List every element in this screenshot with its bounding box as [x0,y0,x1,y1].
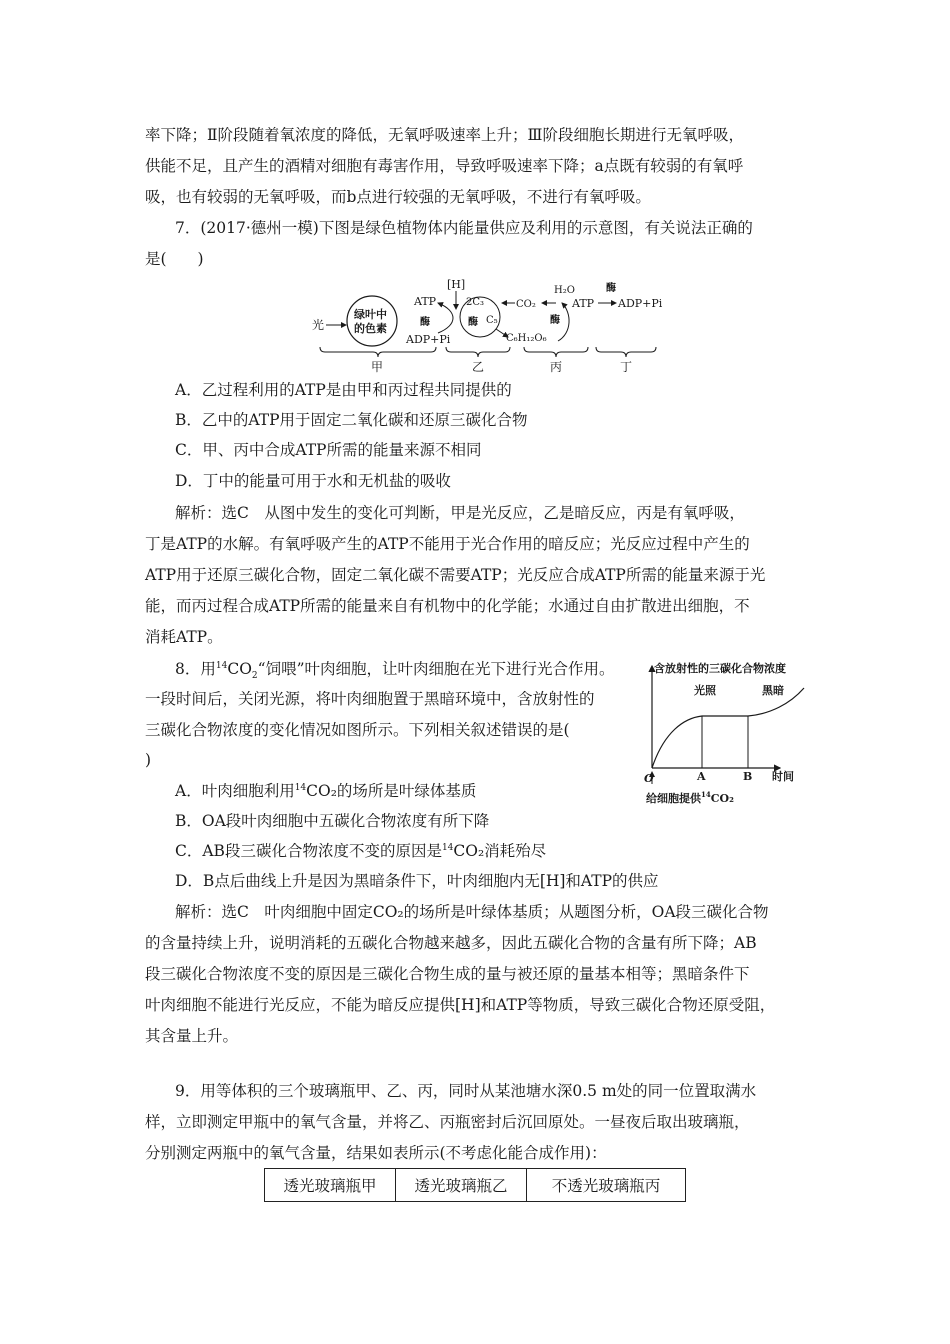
energy-flow-diagram [310,275,670,375]
option-a [175,780,476,802]
analysis-line: 段三碳化合物浓度不变的原因是三碳化合物生成的量与被还原的量基本相等；黑暗条件下 [145,965,750,983]
paragraph-line: 供能不足，且产生的酒精对细胞有毒害作用，导致呼吸速率下降；a点既有较弱的有氧呼 [145,157,744,175]
analysis-line: 的含量持续上升，说明消耗的五碳化合物越来越多，因此五碳化合物的含量有所下降；AB [145,934,757,952]
option-c: C．甲、丙中合成ATP所需的能量来源不相同 [175,441,482,459]
stem-text: “饲喂”叶肉细胞，让叶肉细胞在光下进行光合作用。 [257,660,615,678]
yi-label: 乙 [472,360,485,374]
glucose-label: C₆H₁₂O₆ [506,333,547,344]
question-9-stem-cont: 样，立即测定甲瓶中的氧气含量，并将乙、丙瓶密封后沉回原处。一昼夜后取出玻璃瓶， [145,1113,750,1131]
h2o-label: H₂O [554,285,575,296]
pigment-circle [347,296,397,346]
question-9-stem: 9．用等体积的三个玻璃瓶甲、乙、丙，同时从某池塘水深0.5 m处的同一位置取满水 [175,1082,757,1100]
origin-label: O [644,772,654,785]
question-7-stem: 7．(2017·德州一模)下图是绿色植物体内能量供应及利用的示意图，有关说法正确的 [175,219,753,237]
table-header-cell: 不透光玻璃瓶丙 [527,1169,686,1202]
question-8-stem-cont: 一段时间后，关闭光源，将叶肉细胞置于黑暗环境中，含放射性的 [145,690,595,708]
analysis-line: 消耗ATP。 [145,628,223,646]
question-8-stem [175,658,615,680]
co2-label: CO₂ [516,299,536,310]
option-text: CO₂的场所是叶绿体基质 [306,782,477,800]
table-header-cell: 透光玻璃瓶甲 [265,1169,396,1202]
question-8-stem-cont: 三碳化合物浓度的变化情况如图所示。下列相关叙述错误的是( [145,721,570,739]
analysis-line: ATP用于还原三碳化合物，固定二氧化碳不需要ATP；光反应合成ATP所需的能量来源于光 [145,566,766,584]
caption-text: CO₂ [710,792,734,805]
option-text: C．AB段三碳化合物浓度不变的原因是 [175,842,442,860]
table-header-row [265,1169,686,1202]
concentration-curve [652,688,804,768]
jia-label: 甲 [371,360,384,374]
light-region-label: 光照 [694,684,716,697]
option-b: B．乙中的ATP用于固定二氧化碳和还原三碳化合物 [175,411,528,429]
light-label: 光 [312,318,325,332]
isotope-sup: 14 [294,782,307,793]
atp-label-2: ATP [572,297,595,310]
bottom-caption [646,790,734,805]
question-9-stem-cont: 分别测定两瓶中的氧气含量，结果如表所示(不考虑化能合成作用)： [145,1144,607,1162]
c3-label: 2C₃ [466,297,485,308]
analysis-line: 解析：选C 叶肉细胞中固定CO₂的场所是叶绿体基质；从题图分析，OA段三碳化合物 [175,903,769,921]
option-d: D．B点后曲线上升是因为黑暗条件下，叶肉细胞内无[H]和ATP的供应 [175,872,659,890]
bing-label: 丙 [550,360,563,374]
c3-concentration-chart [640,656,820,811]
enzyme-label-4: 酶 [606,283,616,294]
pigment-label-2: 的色素 [354,322,387,335]
option-text: CO₂消耗殆尽 [453,842,547,860]
atp-label-1: ATP [414,295,437,308]
ding-label: 丁 [620,360,633,374]
tick-a-label: A [697,770,706,783]
caption-text: 给细胞提供 [646,792,701,805]
isotope-sup: 14 [441,842,454,853]
isotope-sup: 14 [215,660,228,671]
enzyme-label-3: 酶 [550,315,560,326]
c5-label: C₅ [486,315,498,326]
pigment-label-1: 绿叶中 [354,308,387,321]
results-table [264,1168,686,1202]
dark-region-label: 黑暗 [762,684,784,697]
adp-label-1: ADP+Pi [406,333,451,346]
paragraph-line: 率下降；Ⅱ阶段随着氧浓度的降低，无氧呼吸速率上升；Ⅲ阶段细胞长期进行无氧呼吸， [145,126,744,144]
question-7-stem-cont: 是( ) [145,250,204,268]
adp-label-2: ADP+Pi [618,297,663,310]
stem-text: CO [227,660,252,678]
option-d: D．丁中的能量可用于水和无机盐的吸收 [175,472,451,490]
enzyme-label-2: 酶 [468,317,478,328]
table-header-cell: 透光玻璃瓶乙 [396,1169,527,1202]
x-axis-label: 时间 [772,770,794,783]
question-8-stem-cont: ) [145,751,152,769]
caption-sup: 14 [701,790,711,799]
paragraph-line: 吸，也有较弱的无氧呼吸，而b点进行较强的无氧呼吸，不进行有氧呼吸。 [145,188,651,206]
y-axis-label: 含放射性的三碳化合物浓度 [654,662,786,675]
analysis-line: 解析：选C 从图中发生的变化可判断，甲是光反应，乙是暗反应，丙是有氧呼吸， [175,504,745,522]
analysis-line: 能，而丙过程合成ATP所需的能量来自有机物中的化学能；水通过自由扩散进出细胞，不 [145,597,750,615]
h-label: [H] [447,278,466,291]
subscript: 2 [251,671,258,682]
analysis-line: 叶肉细胞不能进行光反应，不能为暗反应提供[H]和ATP等物质，导致三碳化合物还原受阻， [145,996,776,1014]
option-c [175,840,546,862]
option-b: B．OA段叶肉细胞中五碳化合物浓度有所下降 [175,812,490,830]
tick-b-label: B [743,770,753,783]
stem-text: 8．用 [175,660,216,678]
analysis-line: 其含量上升。 [145,1027,239,1045]
option-text: A．叶肉细胞利用 [175,782,295,800]
enzyme-label-1: 酶 [420,317,430,328]
option-a: A．乙过程利用的ATP是由甲和丙过程共同提供的 [175,381,512,399]
analysis-line: 丁是ATP的水解。有氧呼吸产生的ATP不能用于光合作用的暗反应；光反应过程中产生的 [145,535,750,553]
